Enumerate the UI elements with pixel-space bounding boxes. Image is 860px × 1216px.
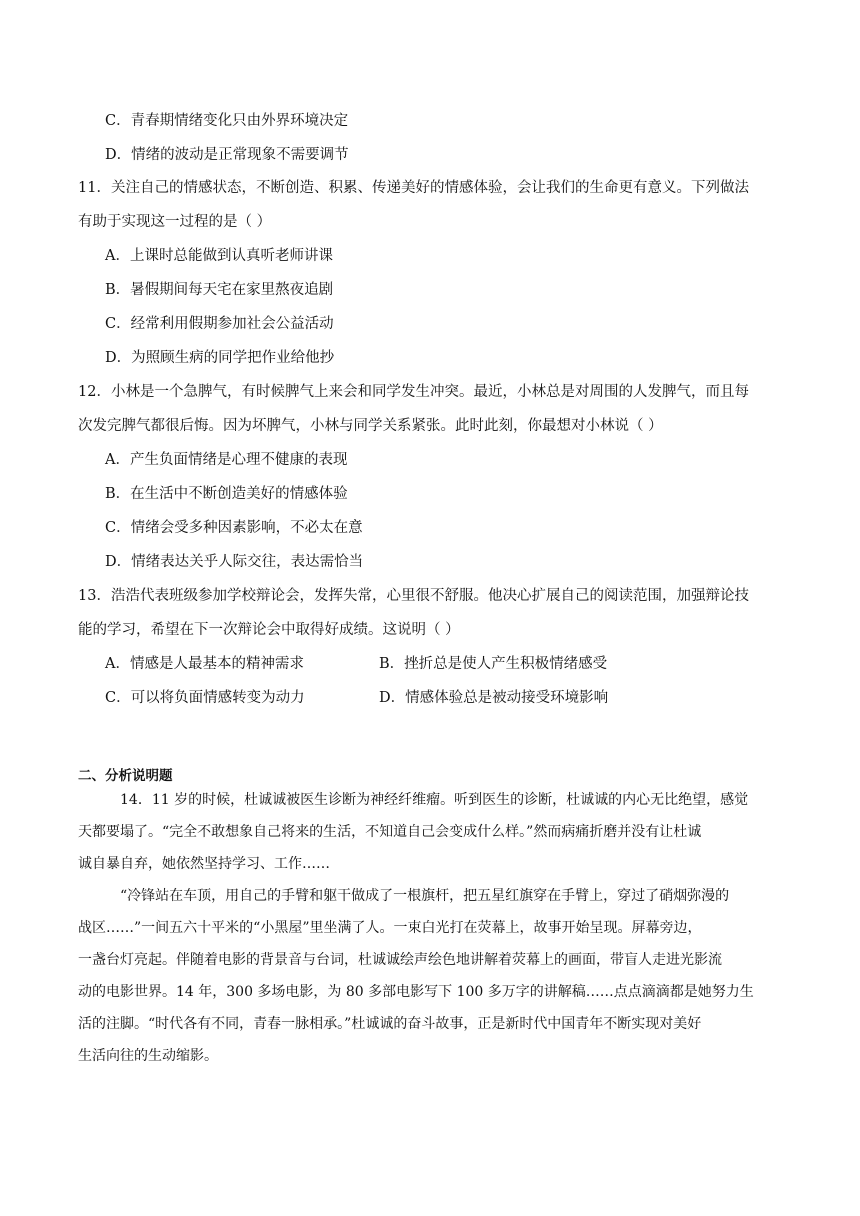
q14-para2-line2: 战区……”一间五六十平米的“小黑屋”里坐满了人。一束白光打在荧幕上，故事开始呈现。屏幕旁边， <box>78 920 702 936</box>
q13-option-b: B．挫折总是使人产生积极情绪感受 <box>379 656 608 672</box>
q14-para1-line2: 天都要塌了。“完全不敢想象自己将来的生活，不知道自己会变成什么样。”然而病痛折磨并没有让杜诚 <box>78 824 702 840</box>
q11-stem-line2: 有助于实现这一过程的是（ ） <box>78 214 272 230</box>
q13-option-d: D．情感体验总是被动接受环境影响 <box>379 690 609 706</box>
q13-option-a: A．情感是人最基本的精神需求 <box>105 656 304 672</box>
q12-option-a: A．产生负面情绪是心理不健康的表现 <box>105 452 348 468</box>
q14-para2-line4: 动的电影世界。14 年，300 多场电影，为 80 多部电影写下 100 多万字的讲解稿……点点滴滴都是她努力生 <box>78 984 754 1000</box>
q13-stem-line2: 能的学习，希望在下一次辩论会中取得好成绩。这说明（ ） <box>78 622 460 638</box>
q12-option-b: B．在生活中不断创造美好的情感体验 <box>105 486 348 502</box>
q14-para1-line3: 诚自暴自弃，她依然坚持学习、工作…… <box>78 856 330 872</box>
q12-option-c: C．情绪会受多种因素影响，不必太在意 <box>105 520 363 536</box>
q10-option-c: C．青春期情绪变化只由外界环境决定 <box>105 113 349 129</box>
q14-para2-line5: 活的注脚。“时代各有不同，青春一脉相承。”杜诚诚的奋斗故事，正是新时代中国青年不断实现对美好 <box>78 1016 702 1032</box>
section-heading: 二、分析说明题 <box>78 768 173 784</box>
q11-option-d: D．为照顾生病的同学把作业给他抄 <box>105 350 335 366</box>
q10-option-d: D．情绪的波动是正常现象不需要调节 <box>105 147 349 163</box>
q14-para2-line3: 一盏台灯亮起。伴随着电影的背景音与台词，杜诚诚绘声绘色地讲解着荧幕上的画面，带盲人走进光影流 <box>78 952 722 968</box>
q12-stem-line1: 12．小林是一个急脾气，有时候脾气上来会和同学发生冲突。最近，小林总是对周围的人发脾气，而且每 <box>78 384 749 400</box>
q11-stem-line1: 11．关注自己的情感状态，不断创造、积累、传递美好的情感体验，会让我们的生命更有意义。下列做法 <box>78 180 749 196</box>
q14-para2-line1: “冷锋站在车顶，用自己的手臂和躯干做成了一根旗杆，把五星红旗穿在手臂上，穿过了硝烟弥漫的 <box>120 888 730 904</box>
q13-option-c: C．可以将负面情感转变为动力 <box>105 690 305 706</box>
q11-option-a: A．上课时总能做到认真听老师讲课 <box>105 248 333 264</box>
q14-para2-line6: 生活向往的生动缩影。 <box>78 1048 218 1064</box>
q11-option-c: C．经常利用假期参加社会公益活动 <box>105 316 334 332</box>
q13-stem-line1: 13．浩浩代表班级参加学校辩论会，发挥失常，心里很不舒服。他决心扩展自己的阅读范围，加强辩论技 <box>78 588 749 604</box>
q11-option-b: B．暑假期间每天宅在家里熬夜追剧 <box>105 282 334 298</box>
q12-option-d: D．情绪表达关乎人际交往，表达需恰当 <box>105 554 364 570</box>
q14-para1-line1: 14．11 岁的时候，杜诚诚被医生诊断为神经纤维瘤。听到医生的诊断，杜诚诚的内心无比绝望，感觉 <box>120 792 749 808</box>
q12-stem-line2: 次发完脾气都很后悔。因为坏脾气，小林与同学关系紧张。此时此刻，你最想对小林说（ ） <box>78 418 663 434</box>
